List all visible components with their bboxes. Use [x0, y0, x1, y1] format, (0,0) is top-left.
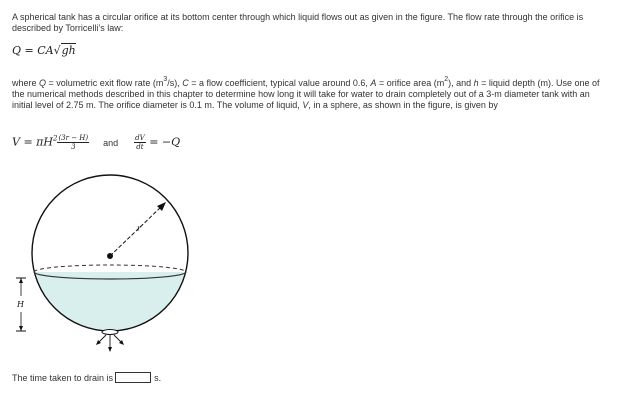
problem-where	[12, 74, 602, 111]
eq2-frac-num: (3r − H)	[58, 134, 89, 142]
answer-prompt: The time taken to drain is	[12, 372, 114, 383]
problem-intro: A spherical tank has a circular orifice at its bottom center through which liquid flows out as given in the figure. The flow rate through the orifice is described by Torricelli’s law:	[12, 12, 584, 33]
where-text: ), and	[448, 78, 474, 88]
h-arrow-down	[19, 326, 23, 331]
orifice	[102, 330, 118, 335]
liquid-surface-back	[34, 265, 186, 272]
answer-row	[12, 372, 161, 383]
eq1-lhs: Q = CA	[12, 44, 54, 57]
eq2-frac-den: 3	[71, 143, 76, 151]
radius-label: r	[137, 224, 141, 233]
radical-sign: √	[53, 44, 61, 57]
where-text: = volumetric exit flow rate (m	[46, 78, 164, 88]
deriv-den: dt	[136, 143, 144, 151]
var-a: A	[370, 78, 377, 88]
h-label: H	[17, 300, 24, 309]
eq2-lhs: V = πH	[12, 135, 53, 149]
outflow-arrowhead	[108, 347, 112, 352]
derivative-fraction	[134, 134, 146, 151]
superscript: 2	[444, 76, 449, 83]
h-arrow-up	[19, 278, 23, 283]
deriv-num: dV	[135, 134, 145, 142]
torricelli-equation	[12, 44, 76, 57]
where-text: /s),	[167, 78, 183, 88]
eq2-fraction	[57, 134, 89, 151]
spherical-tank-figure	[10, 168, 200, 358]
answer-input[interactable]	[115, 372, 151, 383]
radius-line	[110, 206, 162, 256]
var-v: V	[302, 100, 309, 110]
volume-equations	[12, 134, 180, 151]
where-text: where	[12, 78, 40, 88]
superscript: 3	[163, 76, 168, 83]
eq2-exponent: 2	[52, 134, 58, 143]
where-text: = liquid depth (m). Use one of the numerical methods described in this chapter to determine how long it will take for water to drain completely out of a 3-m diameter tank with an initial level of 2.75 m. The orifice diameter is 0.1 m. The volume of liquid,	[12, 78, 600, 110]
var-q: Q	[39, 78, 47, 88]
where-text: = orifice area (m	[376, 78, 445, 88]
eq2-rhs: = −Q	[149, 135, 181, 149]
var-c: C	[182, 78, 189, 88]
and-word: and	[103, 137, 119, 148]
var-h: h	[473, 78, 479, 88]
where-text: = a flow coefficient, typical value around 0.6,	[188, 78, 371, 88]
where-text: , in a sphere, as shown in the figure, is given by	[308, 100, 498, 110]
eq1-radicand: gh	[61, 44, 76, 57]
answer-unit: s.	[154, 372, 162, 383]
